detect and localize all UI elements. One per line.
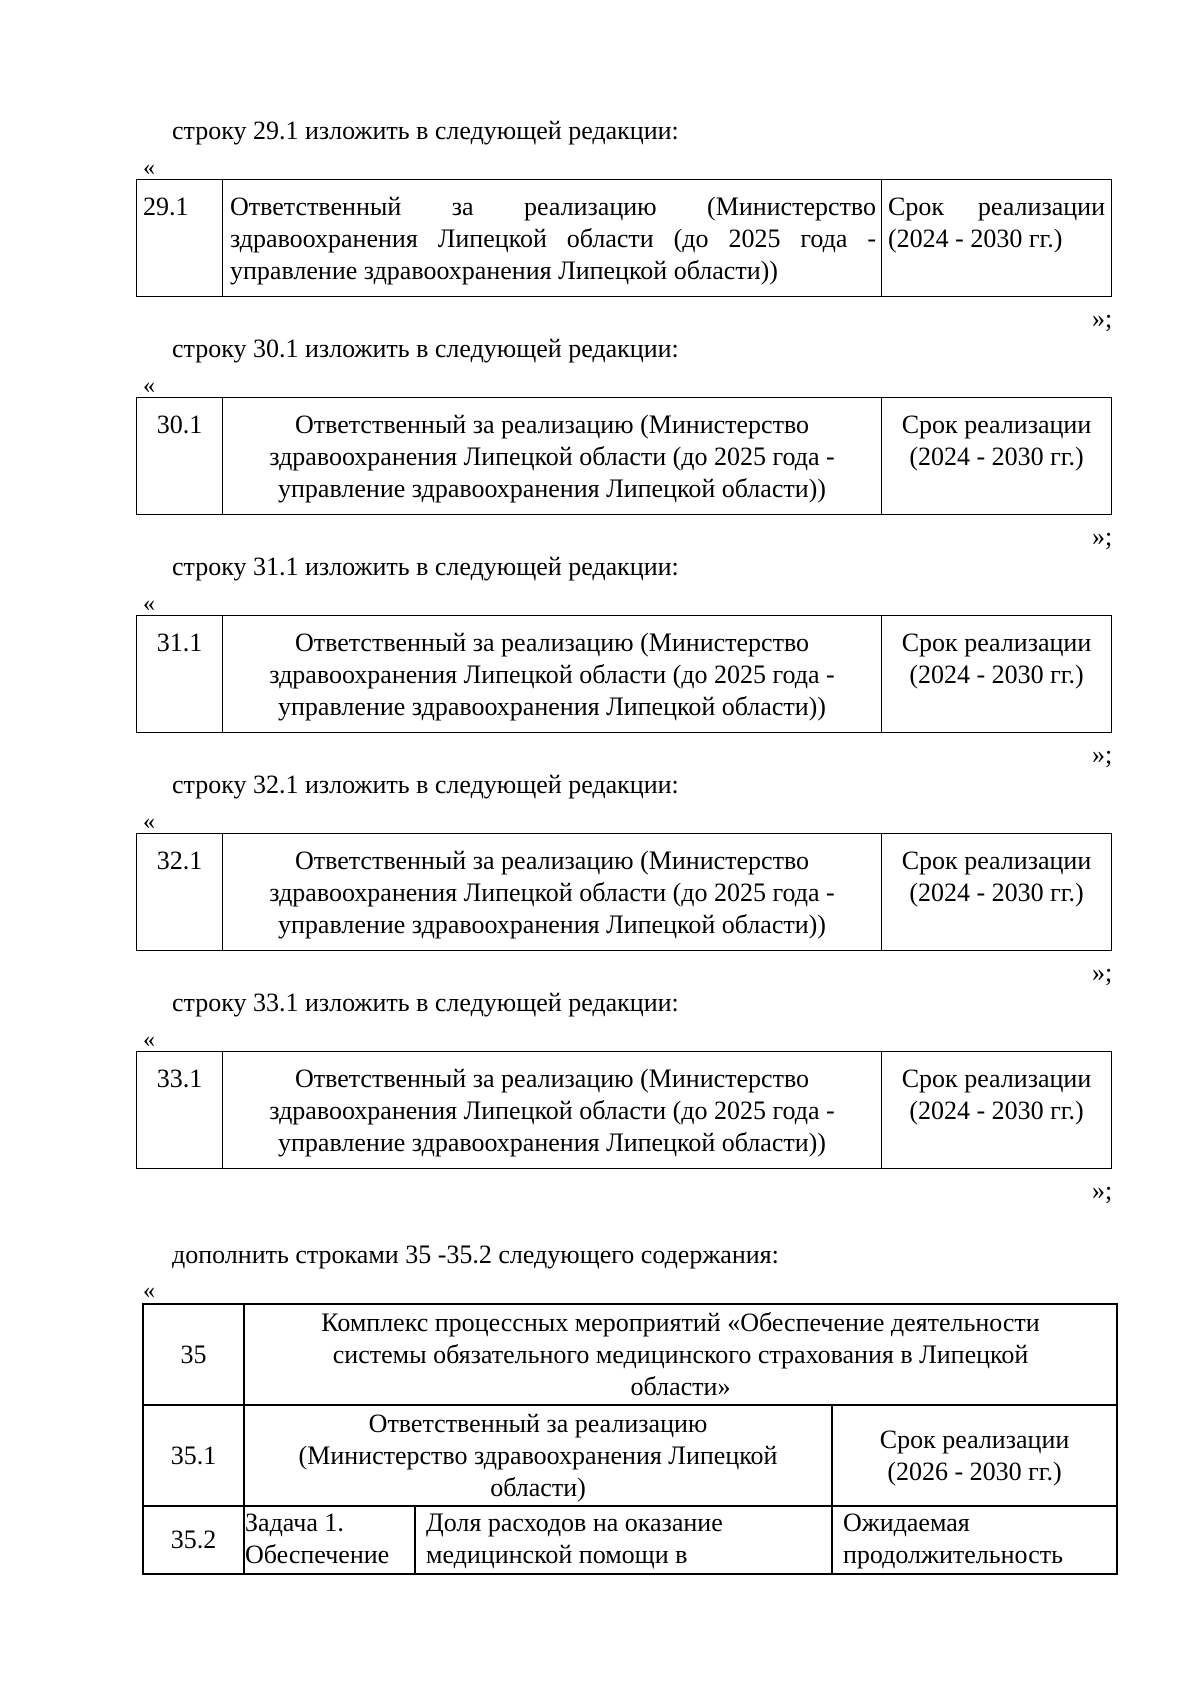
term-line-1: Срок реализации bbox=[901, 846, 1092, 875]
responsible-line-3: управление здравоохранения Липецкой области)) bbox=[278, 910, 826, 939]
responsible-line-1: Ответственный за реализацию (Министерство bbox=[294, 410, 810, 439]
responsible-line-1: Ответственный за реализацию (Министерство bbox=[294, 628, 810, 657]
row-number: 35.1 bbox=[143, 1405, 244, 1506]
table-row bbox=[137, 398, 1112, 515]
row-number: 29.1 bbox=[137, 180, 223, 297]
responsible-line-1: Ответственный за реализацию (Министерство bbox=[294, 1064, 810, 1093]
term-line-2: (2026 - 2030 гг.) bbox=[887, 1456, 1062, 1486]
quote-open-30-1: « bbox=[143, 373, 155, 399]
quote-close-31-1: »; bbox=[1092, 740, 1113, 769]
indicator-line-1: Доля расходов на оказание bbox=[426, 1508, 723, 1537]
row-number: 33.1 bbox=[137, 1052, 223, 1169]
term-cell bbox=[882, 398, 1112, 515]
table-33-1 bbox=[136, 1051, 1112, 1169]
row-number: 31.1 bbox=[137, 616, 223, 733]
row-number: 30.1 bbox=[137, 398, 223, 515]
expected-cell bbox=[832, 1506, 1117, 1574]
intro-33-1: строку 33.1 изложить в следующей редакции: bbox=[172, 988, 679, 1017]
task-line-2: Обеспечение bbox=[245, 1540, 390, 1569]
table-32-1 bbox=[136, 833, 1112, 951]
task-line-1: Задача 1. bbox=[245, 1508, 344, 1537]
table-row bbox=[143, 1506, 1117, 1574]
intro-35: дополнить строками 35 -35.2 следующего содержания: bbox=[172, 1240, 779, 1269]
term-line-1: Срок реализации bbox=[879, 1424, 1070, 1454]
responsible-line-1: Ответственный за реализацию bbox=[368, 1408, 708, 1438]
row-number: 35 bbox=[143, 1304, 244, 1405]
responsible-cell: Ответственный за реализацию (Министерство здравоохранения Липецкой области (до 2025 года - управление здравоохранения Липецкой области)) bbox=[223, 180, 882, 297]
term-cell: Срок реализации (2024 - 2030 гг.) bbox=[882, 180, 1112, 297]
quote-open-29-1: « bbox=[143, 155, 155, 181]
row-number: 32.1 bbox=[137, 834, 223, 951]
term-cell bbox=[832, 1405, 1117, 1506]
term-cell bbox=[882, 616, 1112, 733]
complex-title-line-1: Комплекс процессных мероприятий «Обеспечение деятельности bbox=[321, 1307, 1040, 1337]
intro-29-1: строку 29.1 изложить в следующей редакции: bbox=[172, 116, 679, 145]
table-35 bbox=[142, 1303, 1118, 1575]
responsible-line-2: здравоохранения Липецкой области (до 2025 года - bbox=[269, 442, 835, 471]
term-line-2: (2024 - 2030 гг.) bbox=[909, 878, 1084, 907]
responsible-line-3: управление здравоохранения Липецкой области)) bbox=[278, 1128, 826, 1157]
quote-close-30-1: »; bbox=[1092, 522, 1113, 551]
responsible-line-2: здравоохранения Липецкой области (до 2025 года - bbox=[269, 1096, 835, 1125]
intro-31-1: строку 31.1 изложить в следующей редакции: bbox=[172, 552, 679, 581]
table-row bbox=[143, 1304, 1117, 1405]
task-cell bbox=[244, 1506, 415, 1574]
quote-close-33-1: »; bbox=[1092, 1176, 1113, 1205]
table-row bbox=[137, 1052, 1112, 1169]
term-cell bbox=[882, 834, 1112, 951]
responsible-cell bbox=[223, 398, 882, 515]
term-line-2: (2024 - 2030 гг.) bbox=[909, 660, 1084, 689]
responsible-line-2: (Министерство здравоохранения Липецкой bbox=[298, 1440, 778, 1470]
responsible-cell bbox=[223, 834, 882, 951]
responsible-line-3: области) bbox=[490, 1472, 586, 1502]
indicator-line-2: медицинской помощи в bbox=[426, 1540, 688, 1569]
quote-close-29-1: »; bbox=[1092, 304, 1113, 333]
responsible-cell bbox=[244, 1405, 832, 1506]
term-line-1: Срок реализации bbox=[901, 410, 1092, 439]
complex-title-line-3: области» bbox=[630, 1371, 731, 1401]
table-30-1 bbox=[136, 397, 1112, 515]
quote-open-35: « bbox=[143, 1278, 155, 1304]
responsible-line-3: управление здравоохранения Липецкой области)) bbox=[278, 474, 826, 503]
intro-32-1: строку 32.1 изложить в следующей редакции: bbox=[172, 770, 679, 799]
row-number: 35.2 bbox=[143, 1506, 244, 1574]
complex-title-cell bbox=[244, 1304, 1117, 1405]
quote-open-31-1: « bbox=[143, 591, 155, 617]
responsible-cell bbox=[223, 616, 882, 733]
responsible-line-2: здравоохранения Липецкой области (до 2025 года - bbox=[269, 660, 835, 689]
responsible-line-1: Ответственный за реализацию (Министерство bbox=[294, 846, 810, 875]
quote-open-33-1: « bbox=[143, 1027, 155, 1053]
responsible-line-3: управление здравоохранения Липецкой области)) bbox=[278, 692, 826, 721]
complex-title-line-2: системы обязательного медицинского страхования в Липецкой bbox=[332, 1339, 1029, 1369]
term-line-1: Срок реализации bbox=[901, 1064, 1092, 1093]
expected-line-2: продолжительность bbox=[843, 1540, 1063, 1569]
table-31-1 bbox=[136, 615, 1112, 733]
table-row bbox=[137, 834, 1112, 951]
term-line-2: (2024 - 2030 гг.) bbox=[909, 442, 1084, 471]
expected-line-1: Ожидаемая bbox=[843, 1508, 970, 1537]
term-cell bbox=[882, 1052, 1112, 1169]
indicator-cell bbox=[415, 1506, 832, 1574]
table-row bbox=[137, 180, 1112, 297]
table-row bbox=[143, 1405, 1117, 1506]
intro-30-1: строку 30.1 изложить в следующей редакции: bbox=[172, 334, 679, 363]
table-row bbox=[137, 616, 1112, 733]
quote-close-32-1: »; bbox=[1092, 958, 1113, 987]
table-29-1 bbox=[136, 179, 1112, 297]
term-line-1: Срок реализации bbox=[901, 628, 1092, 657]
responsible-line-2: здравоохранения Липецкой области (до 2025 года - bbox=[269, 878, 835, 907]
term-line-2: (2024 - 2030 гг.) bbox=[909, 1096, 1084, 1125]
quote-open-32-1: « bbox=[143, 809, 155, 835]
responsible-cell bbox=[223, 1052, 882, 1169]
